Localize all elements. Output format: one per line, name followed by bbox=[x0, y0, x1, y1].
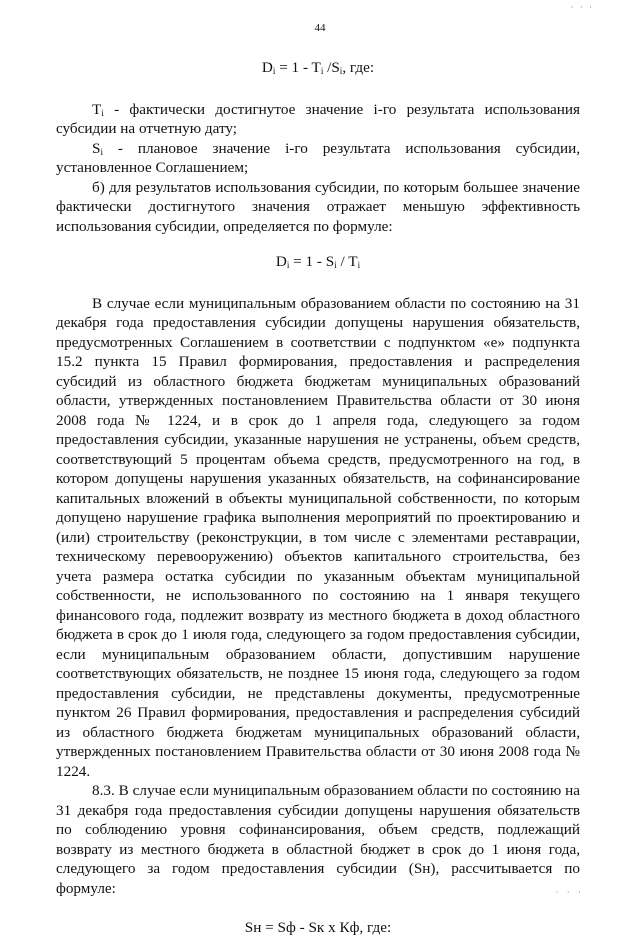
document-body bbox=[56, 58, 580, 938]
corner-mark-bottom: · · · bbox=[555, 887, 584, 897]
corner-mark-top: · · · bbox=[570, 2, 594, 12]
page-number: 44 bbox=[314, 22, 326, 34]
definition-s: $S_i$ - плановое значение i-го результата использования субсидии, установленное Соглашением; bbox=[56, 139, 580, 176]
main-paragraph: В случае если муниципальным образованием области по состоянию на 31 декабря года предоставления субсидии допущены нарушения обязательств, предусмотренных Соглашением в соответствии с подпунктом «е» подпункта 15.2 пункта 15 Правил формирования, предоставления и распределения субсидий из областного бюджета бюджетам муниципальных образований области, утвержденных постановлением Правительства области от 30 июня 2008 года № 1224, и в срок до 1 апреля года, следующего за годом предоставления субсидии, указанные нарушения не устранены, объем средств, соответствующий 5 процентам объема средств, предусмотренного на год, в котором допущены нарушения указанных обязательств, на софинансирование капитальных вложений в объекты муниципальной собственности, по которым допущено нарушение графика выполнения мероприятий по проектированию и (или) строительству (реконструкции, в том числе с элементами реставрации, техническому перевооружению) объектов капитального строительства, без учета размера остатка субсидии по указанным объектам муниципальной собственности, не использованного по состоянию на 1 января текущего финансового года, подлежит возврату из местного бюджета в доход областного бюджета в срок до 1 июля года, следующего за годом предоставления субсидии, если муниципальным образованием области, допустившим нарушение соответствующих обязательств, не позднее 15 июня года, следующего за годом предоставления субсидии, не представлены документы, предусмотренные пунктом 26 Правил формирования, предоставления и распределения субсидий из областного бюджета бюджетам муниципальных образований области, утвержденных постановлением Правительства области от 30 июня 2008 года № 1224. bbox=[56, 294, 580, 780]
symbol-t: $T_i$ bbox=[92, 100, 104, 118]
item-b-paragraph: б) для результатов использования субсидии, по которым большее значение фактически достигнутого значения отражает меньшую эффективность использования субсидии, определяется по формуле: bbox=[56, 178, 580, 235]
symbol-s: $S_i$ bbox=[92, 139, 103, 157]
formula-di-inverse: $D_i = 1 - S_i / T_i$ bbox=[275, 253, 361, 270]
formula-di-ratio: $D_i = 1 - T_i$ $/S_i$, где: bbox=[261, 59, 375, 76]
definition-t: $T_i$ - фактически достигнутое значение i-го результата использования субсидии на отчетную дату; bbox=[56, 100, 580, 137]
formula-sn: Sн = Sф - Sк х Кф, где: bbox=[244, 919, 392, 936]
paragraph-8-3: 8.3. В случае если муниципальным образованием области по состоянию на 31 декабря года предоставления субсидии допущены нарушения обязательств по соблюдению уровня софинансирования, объем средств, подлежащий возврату из местного бюджета в областной бюджет в срок до 1 июня года, следующего за годом предоставления субсидии (Sн), рассчитывается по формуле: bbox=[56, 782, 580, 897]
